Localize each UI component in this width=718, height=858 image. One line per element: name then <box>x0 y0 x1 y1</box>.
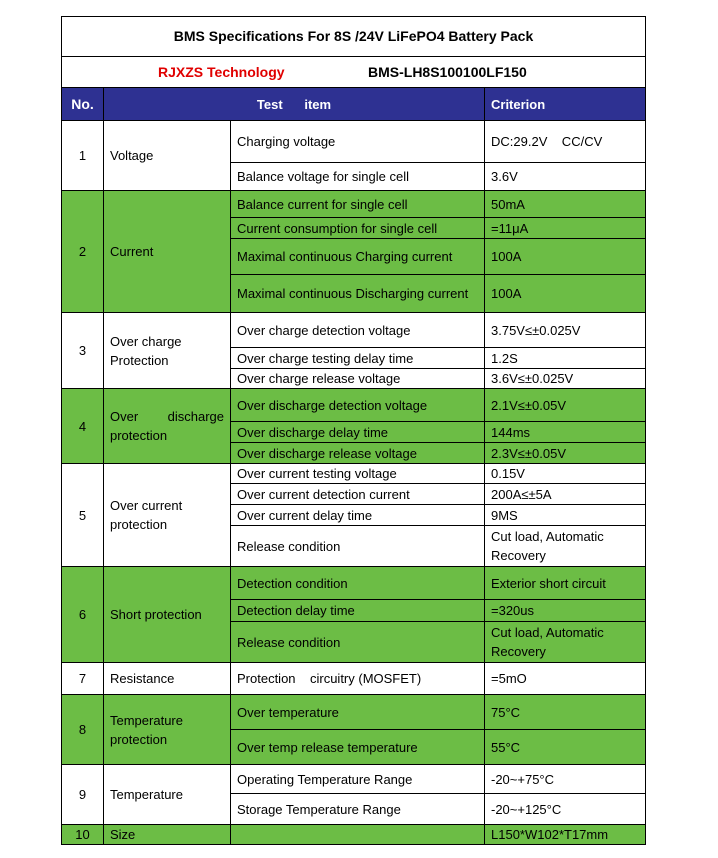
group-label: Short protection <box>104 567 231 663</box>
model-number: BMS-LH8S100100LF150 <box>368 63 527 80</box>
criterion-value: 75°C <box>485 695 646 730</box>
test-item: Over discharge detection voltage <box>231 389 485 422</box>
header-criterion: Criterion <box>485 88 646 121</box>
criterion-value: 55°C <box>485 730 646 765</box>
test-item: Release condition <box>231 526 485 567</box>
group-label: Current <box>104 191 231 313</box>
criterion-value: Exterior short circuit <box>485 567 646 600</box>
test-item <box>231 825 485 845</box>
test-item: Operating Temperature Range <box>231 765 485 794</box>
criterion-value: 3.75V≤±0.025V <box>485 313 646 348</box>
group-label: Size <box>104 825 231 845</box>
criterion-value: -20~+75°C <box>485 765 646 794</box>
test-item: Balance voltage for single cell <box>231 163 485 191</box>
test-item: Detection condition <box>231 567 485 600</box>
spec-table <box>61 16 646 845</box>
table-row <box>62 313 646 348</box>
group-label: Temperature protection <box>104 695 231 765</box>
header-test-item: Test item <box>104 88 485 121</box>
criterion-value: DC:29.2V CC/CV <box>485 121 646 163</box>
table-row <box>62 464 646 484</box>
title-row <box>62 17 646 57</box>
criterion-value: 100A <box>485 239 646 275</box>
group-number: 3 <box>62 313 104 389</box>
table-row <box>62 765 646 794</box>
criterion-value: =320us <box>485 600 646 622</box>
criterion-value: Cut load, Automatic Recovery <box>485 622 646 663</box>
criterion-value: Cut load, Automatic Recovery <box>485 526 646 567</box>
group-number: 10 <box>62 825 104 845</box>
group-label: Over charge Protection <box>104 313 231 389</box>
group-label: Over discharge protection <box>104 389 231 464</box>
group-label: Voltage <box>104 121 231 191</box>
test-item: Maximal continuous Discharging current <box>231 275 485 313</box>
test-item: Over current delay time <box>231 505 485 526</box>
group-number: 1 <box>62 121 104 191</box>
table-row <box>62 191 646 218</box>
group-number: 7 <box>62 663 104 695</box>
criterion-value: =5mO <box>485 663 646 695</box>
criterion-value: 2.1V≤±0.05V <box>485 389 646 422</box>
group-number: 8 <box>62 695 104 765</box>
criterion-value: 9MS <box>485 505 646 526</box>
header-no: No. <box>62 88 104 121</box>
table-row <box>62 825 646 845</box>
spec-sheet <box>61 16 645 845</box>
group-number: 4 <box>62 389 104 464</box>
group-number: 2 <box>62 191 104 313</box>
criterion-value: 100A <box>485 275 646 313</box>
group-number: 5 <box>62 464 104 567</box>
table-row <box>62 695 646 730</box>
criterion-value: 2.3V≤±0.05V <box>485 443 646 464</box>
test-item: Over temp release temperature <box>231 730 485 765</box>
test-item: Over discharge delay time <box>231 422 485 443</box>
criterion-value: 3.6V≤±0.025V <box>485 369 646 389</box>
test-item: Storage Temperature Range <box>231 794 485 825</box>
test-item: Release condition <box>231 622 485 663</box>
group-label: Over current protection <box>104 464 231 567</box>
test-item: Balance current for single cell <box>231 191 485 218</box>
criterion-value: -20~+125°C <box>485 794 646 825</box>
criterion-value: =11μA <box>485 218 646 239</box>
table-row <box>62 389 646 422</box>
company-cell <box>62 57 646 88</box>
criterion-value: 200A≤±5A <box>485 484 646 505</box>
test-item: Current consumption for single cell <box>231 218 485 239</box>
criterion-value: 3.6V <box>485 163 646 191</box>
test-item: Over temperature <box>231 695 485 730</box>
test-item: Over discharge release voltage <box>231 443 485 464</box>
test-item: Over current detection current <box>231 484 485 505</box>
test-item: Detection delay time <box>231 600 485 622</box>
company-row <box>62 57 646 88</box>
header-row <box>62 88 646 121</box>
group-number: 6 <box>62 567 104 663</box>
criterion-value: 0.15V <box>485 464 646 484</box>
test-item: Over charge detection voltage <box>231 313 485 348</box>
criterion-value: 1.2S <box>485 348 646 369</box>
criterion-value: 144ms <box>485 422 646 443</box>
table-row <box>62 567 646 600</box>
criterion-value: L150*W102*T17mm <box>485 825 646 845</box>
document-title: BMS Specifications For 8S /24V LiFePO4 Battery Pack <box>62 17 646 57</box>
test-item: Charging voltage <box>231 121 485 163</box>
group-label: Resistance <box>104 663 231 695</box>
table-row <box>62 663 646 695</box>
test-item: Over charge release voltage <box>231 369 485 389</box>
test-item: Protection circuitry (MOSFET) <box>231 663 485 695</box>
company-name: RJXZS Technology <box>158 63 285 80</box>
test-item: Over charge testing delay time <box>231 348 485 369</box>
criterion-value: 50mA <box>485 191 646 218</box>
group-label: Temperature <box>104 765 231 825</box>
test-item: Maximal continuous Charging current <box>231 239 485 275</box>
group-number: 9 <box>62 765 104 825</box>
table-row <box>62 121 646 163</box>
test-item: Over current testing voltage <box>231 464 485 484</box>
